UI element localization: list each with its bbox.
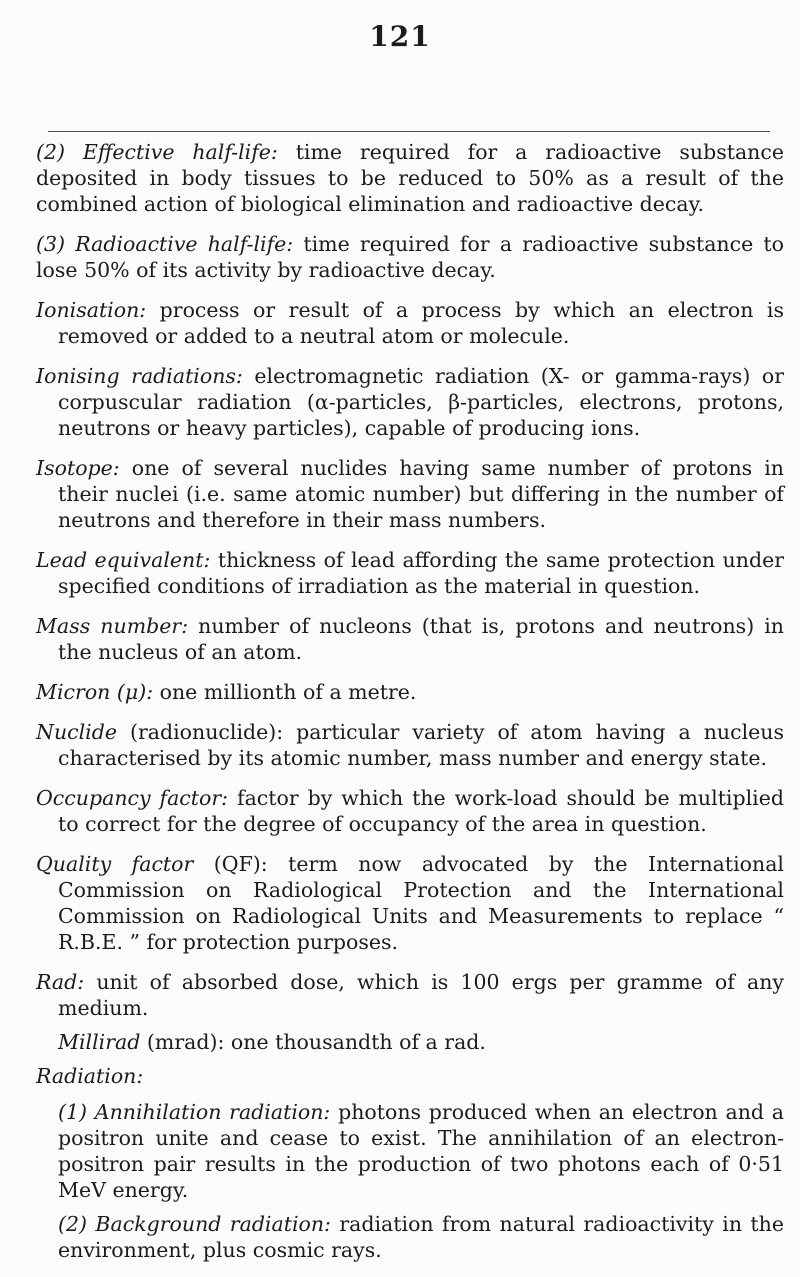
entry-mass-number <box>36 613 784 665</box>
entry-background-radiation <box>36 1211 784 1263</box>
entry-text: photons produced when an electron and a positron unite and cease to exist. The annihilation of an electron-positron pair results in the production of two photons each of 0·51 MeV energy. <box>58 1100 784 1202</box>
entry-radioactive-half-life <box>36 231 784 283</box>
entry-term: (3) Radioactive half-life: <box>36 232 294 256</box>
entry-text: (QF): term now advocated by the International Commission on Radiological Protection and the International Commission on Radiological Units and Measurements to replace “ R.B.E. ” for protection purposes. <box>58 852 784 954</box>
entry-term: Micron (μ): <box>36 680 154 704</box>
entry-ionising-radiations <box>36 363 784 441</box>
entry-term: Nuclide <box>36 720 117 744</box>
entry-term: Ionisation: <box>36 298 147 322</box>
header-rule <box>48 131 770 132</box>
entry-occupancy-factor <box>36 785 784 837</box>
entry-text: time required for a radioactive substance to lose 50% of its activity by radioactive decay. <box>36 232 784 282</box>
entry-rad <box>36 969 784 1021</box>
entry-text: number of nucleons (that is, protons and neutrons) in the nucleus of an atom. <box>58 614 784 664</box>
entry-term: Millirad <box>58 1030 141 1054</box>
entry-text: (mrad): one thousandth of a rad. <box>140 1030 486 1054</box>
entry-effective-half-life <box>36 139 784 217</box>
entry-text: (radionuclide): particular variety of atom having a nucleus characterised by its atomic number, mass number and energy state. <box>58 720 784 770</box>
entry-text: one millionth of a metre. <box>153 680 417 704</box>
entry-term: Quality factor <box>36 852 194 876</box>
entry-term: Isotope: <box>36 456 120 480</box>
entry-text: time required for a radioactive substance deposited in body tissues to be reduced to 50% as a result of the combined action of biological elimination and radioactive decay. <box>36 140 784 216</box>
page-number: 121 <box>369 20 431 53</box>
entry-term: (1) Annihilation radiation: <box>58 1100 331 1124</box>
entry-term: (2) Background radiation: <box>58 1212 331 1236</box>
entry-term: Mass number: <box>36 614 189 638</box>
entry-text: one of several nuclides having same number of protons in their nuclei (i.e. same atomic number) but differing in the number of neutrons and therefore in their mass numbers. <box>58 456 784 532</box>
entry-term: Radiation: <box>36 1064 144 1088</box>
radiation-heading <box>36 1063 784 1089</box>
entry-quality-factor <box>36 851 784 955</box>
entry-text: unit of absorbed dose, which is 100 ergs per gramme of any medium. <box>58 970 784 1020</box>
entry-term: (2) Effective half-life: <box>36 140 278 164</box>
entry-text: electromagnetic radiation (X- or gamma-rays) or corpuscular radiation (α-particles, β-particles, electrons, protons, neutrons or heavy particles), capable of producing ions. <box>58 364 785 440</box>
entry-annihilation-radiation <box>36 1099 784 1203</box>
entry-term: Rad: <box>36 970 85 994</box>
entry-term: Lead equivalent: <box>36 548 211 572</box>
entry-millirad <box>36 1029 784 1055</box>
entry-text: factor by which the work-load should be multiplied to correct for the degree of occupancy of the area in question. <box>58 786 784 836</box>
entry-micron <box>36 679 784 705</box>
entry-isotope <box>36 455 784 533</box>
entry-ionisation <box>36 297 784 349</box>
entry-nuclide <box>36 719 784 771</box>
entry-lead-equivalent <box>36 547 784 599</box>
entry-text: radiation from natural radioactivity in the environment, plus cosmic rays. <box>58 1212 784 1262</box>
entry-text: thickness of lead affording the same protection under specified conditions of irradiation as the material in question. <box>58 548 784 598</box>
entry-term: Occupancy factor: <box>36 786 229 810</box>
entry-text: process or result of a process by which an electron is removed or added to a neutral atom or molecule. <box>58 298 784 348</box>
entry-term: Ionising radiations: <box>36 364 243 388</box>
glossary-content <box>36 139 784 1277</box>
